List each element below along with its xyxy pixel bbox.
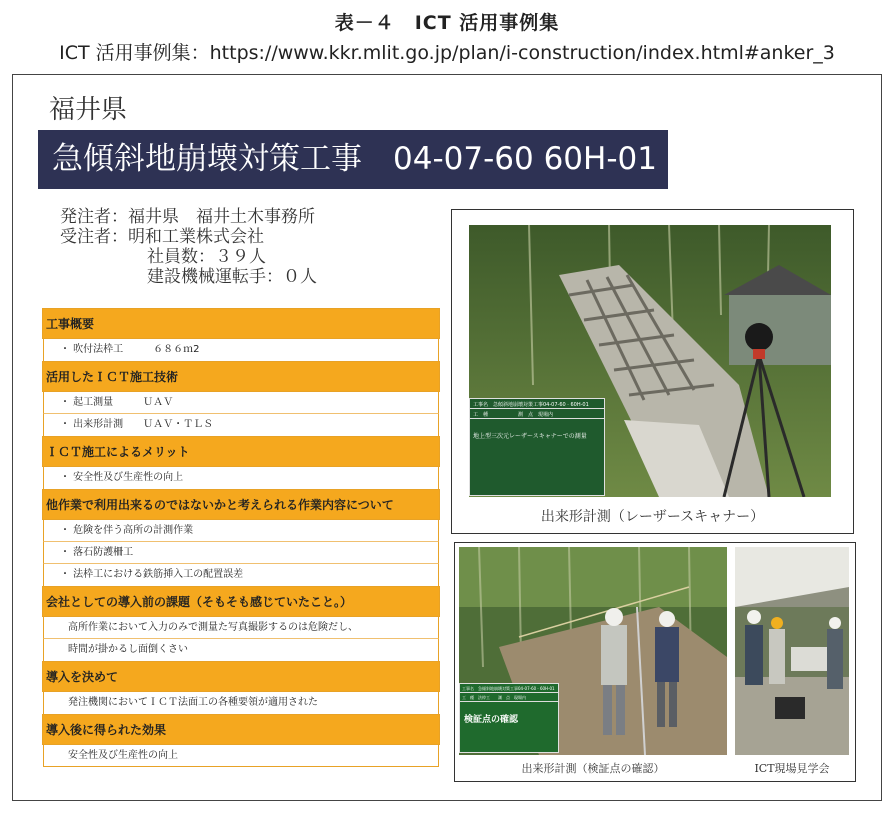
list-item: ・ 危険を伴う高所の計測作業	[43, 520, 439, 542]
section-header-decision: 導入を決めて	[42, 661, 440, 692]
photo-caption: ICT現場見学会	[754, 762, 830, 775]
section-header-issues: 会社としての導入前の課題（そもそも感じていたこと。）	[42, 586, 440, 617]
list-item: 安全性及び生産性の向上	[43, 745, 439, 767]
verification-point-photo	[459, 547, 727, 755]
list-item: ・ 起工測量 ＵＡＶ	[43, 392, 439, 414]
list-item: 時間が掛かるし面倒くさい	[43, 639, 439, 661]
contractor-line: 受注者：明和工業株式会社	[60, 227, 264, 247]
project-title-banner: 急傾斜地崩壊対策工事 04-07-60 60H-01	[38, 130, 668, 189]
section-header-other-uses: 他作業で利用出来るのではないかと考えられる作業内容について	[42, 489, 440, 520]
list-item: ・ 出来形計測 ＵＡＶ・ＴＬＳ	[43, 414, 439, 436]
section-header-merit: ＩＣＴ施工によるメリット	[42, 436, 440, 467]
source-url: ICT 活用事例集：https://www.kkr.mlit.go.jp/plan/i-construction/index.html#anker_3	[59, 42, 835, 64]
ict-summary-table	[42, 308, 440, 767]
section-header-overview: 工事概要	[42, 308, 440, 339]
photo-frame-laser-scanner	[451, 209, 854, 534]
photo-frame-verification	[454, 542, 856, 782]
list-item: ・ 法枠工における鉄筋挿入工の配置誤差	[43, 564, 439, 586]
list-item: ・ 安全性及び生産性の向上	[43, 467, 439, 489]
blackboard-project: 工事名 急傾斜地崩壊対策工事04-07-60 · 60H-01	[470, 399, 604, 409]
blackboard-row: 工 種 法枠工 測 点 現場内	[460, 693, 558, 702]
section-header-ict-tech: 活用したＩＣＴ施工技術	[42, 361, 440, 392]
site-tour-photo	[735, 547, 849, 755]
company-info	[60, 207, 317, 287]
table-caption: 表－４ ICT 活用事例集	[334, 12, 560, 34]
list-item: 発注機関においてＩＣＴ法面工の各種要領が適用された	[43, 692, 439, 714]
section-header-effects: 導入後に得られた効果	[42, 714, 440, 745]
employees-line: 社員数：３９人	[147, 247, 266, 267]
orderer-line: 発注者：福井県 福井土木事務所	[60, 207, 315, 227]
construction-blackboard	[469, 398, 605, 496]
blackboard-note: 検証点の確認	[464, 715, 519, 725]
list-item: 高所作業において入力のみで測量た写真撮影するのは危険だし、	[43, 617, 439, 639]
case-study-panel	[12, 74, 882, 801]
blackboard-project: 工事名 急傾斜地崩壊対策工事04-07-60 · 60H-01	[460, 684, 558, 693]
construction-blackboard	[459, 683, 559, 753]
prefecture-label: 福井県	[49, 95, 128, 125]
list-item: ・ 落石防護柵工	[43, 542, 439, 564]
photo-caption: 出来形計測（レーザースキャナー）	[540, 509, 765, 525]
blackboard-note: 地上型三次元レーザースキャナーでの測量	[473, 433, 587, 440]
operators-line: 建設機械運転手：０人	[147, 267, 317, 287]
blackboard-row: 工 種 測 点 現場内	[470, 409, 604, 419]
laser-scanner-photo	[469, 225, 831, 497]
list-item: ・ 吹付法枠工 ６８６ｍ2	[43, 339, 439, 361]
photo-caption: 出来形計測（検証点の確認）	[521, 762, 665, 775]
